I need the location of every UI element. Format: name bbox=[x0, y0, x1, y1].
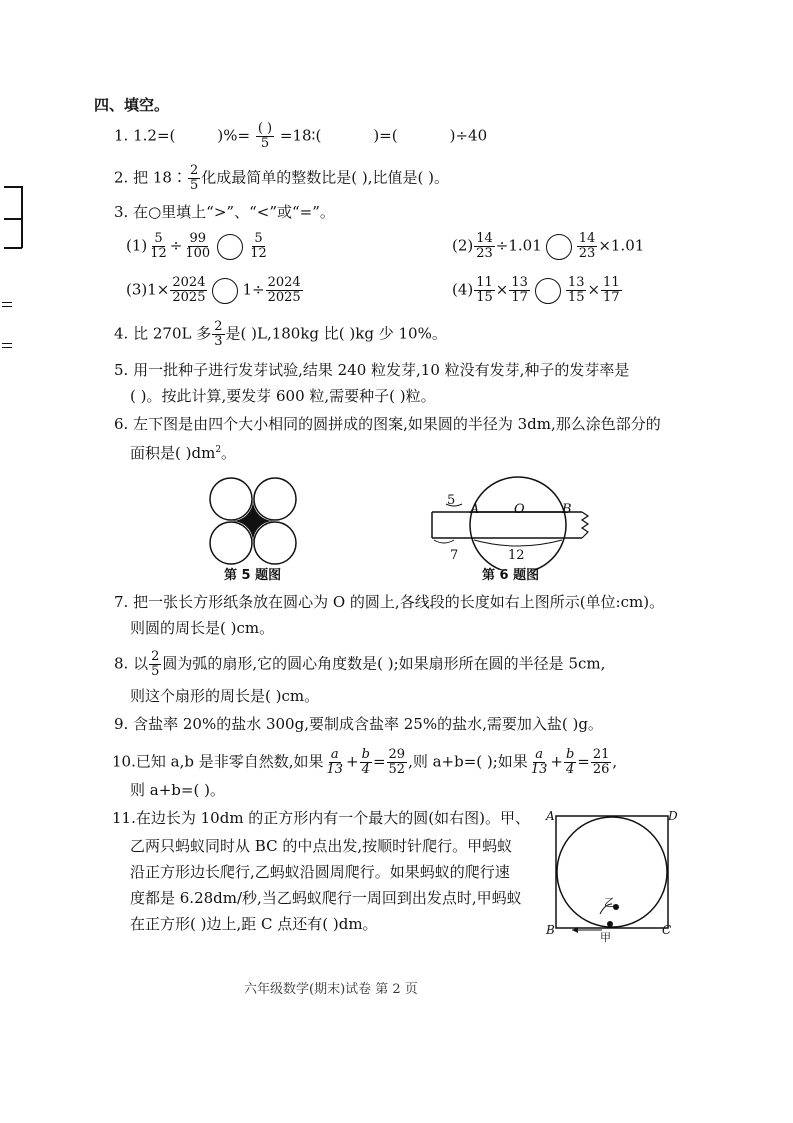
question-number: 1. bbox=[114, 126, 129, 145]
compare-item-3: (3)1× $\frac{2024}{2025}$ 1÷ $\frac{2024}{2025}$ bbox=[126, 275, 301, 305]
question-2: 2. 把 18∶ $\frac{2}{5}$ 化成最简单的整数比是( ),比值是( )。 bbox=[114, 163, 449, 193]
binding-mark bbox=[2, 302, 12, 303]
binding-mark bbox=[21, 186, 23, 248]
binding-mark bbox=[2, 306, 12, 307]
figure-11-label-A: A bbox=[546, 809, 555, 823]
compare-item-2: (2) $\frac{14}{23}$ ÷1.01 $\frac{14}{23}$ ×1.01 bbox=[452, 231, 645, 261]
figure-5-caption: 第 5 题图 bbox=[224, 568, 282, 583]
question-3: 3. 在○里填上“>”、“<”或“=”。 bbox=[114, 203, 335, 221]
page-footer: 六年级数学(期末)试卷 第 2 页 bbox=[244, 982, 418, 997]
figure-11-label-B: B bbox=[546, 923, 555, 937]
figure-11-label-yi: 乙 bbox=[604, 896, 615, 909]
binding-mark bbox=[4, 218, 22, 220]
question-8: 8. 以 $\frac{2}{5}$ 圆为弧的扇形,它的圆心角度数是( );如果扇形所在圆的半径是 5cm, bbox=[114, 649, 606, 679]
compare-item-1: (1) $\frac{5}{12}$ ÷ $\frac{99}{100}$ $\frac{5}{12}$ bbox=[126, 231, 267, 261]
section-title: 四、填空。 bbox=[94, 96, 170, 114]
question-11-line-4: 度都是 6.28dm/秒,当乙蚂蚁爬行一周回到出发点时,甲蚂蚁 bbox=[130, 889, 522, 907]
question-number: 10. bbox=[112, 752, 136, 771]
answer-circle[interactable] bbox=[217, 234, 243, 260]
question-number: 3. bbox=[114, 203, 129, 221]
fraction: $\frac{( )}{5}$ bbox=[257, 121, 273, 151]
question-number: 2. bbox=[114, 168, 129, 187]
question-number: 6. bbox=[114, 415, 129, 433]
figure-6-label-B: B bbox=[562, 502, 572, 517]
figure-6-caption: 第 6 题图 bbox=[482, 568, 540, 583]
answer-circle[interactable] bbox=[546, 234, 572, 260]
question-8-line-2: 则这个扇形的周长是( )cm。 bbox=[130, 687, 320, 705]
figure-11-square-circle bbox=[550, 812, 674, 936]
binding-mark bbox=[2, 343, 12, 344]
question-7: 7. 把一张长方形纸条放在圆心为 O 的圆上,各线段的长度如右上图所示(单位:cm)。 bbox=[114, 593, 665, 611]
question-9: 9. 含盐率 20%的盐水 300g,要制成含盐率 25%的盐水,需要加入盐( )g。 bbox=[114, 715, 603, 733]
answer-circle[interactable] bbox=[212, 278, 238, 304]
question-6-line-2: 面积是( )$dm^2$。 bbox=[130, 444, 237, 462]
question-11-line-2: 乙两只蚂蚁同时从 BC 的中点出发,按顺时针爬行。甲蚂蚁 bbox=[130, 837, 513, 855]
question-11-line-3: 沿正方形边长爬行,乙蚂蚁沿圆周爬行。如果蚂蚁的爬行速 bbox=[130, 863, 510, 881]
figure-11-label-C: C bbox=[662, 923, 672, 937]
question-5: 5. 用一批种子进行发芽试验,结果 240 粒发芽,10 粒没有发芽,种子的发芽率是 bbox=[114, 361, 630, 379]
binding-mark bbox=[4, 247, 22, 249]
answer-circle[interactable] bbox=[535, 278, 561, 304]
binding-mark bbox=[2, 347, 12, 348]
question-number: 7. bbox=[114, 593, 129, 611]
question-11-line-5: 在正方形( )边上,距 C 点还有( )dm。 bbox=[130, 915, 378, 933]
figure-6-label-A: A bbox=[470, 502, 480, 517]
question-6: 6. 左下图是由四个大小相同的圆拼成的图案,如果圆的半径为 3dm,那么涂色部分的 bbox=[114, 415, 661, 433]
question-7-line-2: 则圆的周长是( )cm。 bbox=[130, 619, 275, 637]
question-number: 11. bbox=[112, 809, 136, 827]
question-number: 4. bbox=[114, 324, 129, 343]
compare-item-4: (4) $\frac{11}{15}$ × $\frac{13}{17}$ $\frac{13}{15}$ × $\frac{11}{17}$ bbox=[452, 275, 620, 305]
question-11: 11.在边长为 10dm 的正方形内有一个最大的圆(如右图)。甲、 bbox=[112, 809, 531, 827]
question-10: 10.已知 a,b 是非零自然数,如果 $\frac{a}{13}$ + $\frac{b}{4}$ = $\frac{29}{52}$ ,则 a+b=( );如果 $\frac{a}{13}$ + $\frac{b}{4}$ = $\frac{21}{26}$ , bbox=[112, 747, 618, 777]
binding-mark bbox=[4, 186, 22, 188]
figure-11-label-D: D bbox=[668, 809, 678, 823]
figure-6-label-7: 7 bbox=[450, 548, 459, 563]
figure-11-label-jia: 甲 bbox=[600, 931, 611, 944]
question-5-line-2: ( )。按此计算,要发芽 600 粒,需要种子( )粒。 bbox=[130, 387, 436, 405]
question-number: 9. bbox=[114, 715, 129, 733]
figure-6-label-12: 12 bbox=[508, 548, 525, 563]
question-1: 1. 1.2=( )%= $\frac{( )}{5}$ =18∶( )=( )÷40 bbox=[114, 121, 488, 151]
figure-6-label-O: O bbox=[514, 502, 525, 517]
figure-5-four-circles bbox=[208, 476, 298, 566]
shaded-region bbox=[231, 499, 275, 543]
question-4: 4. 比 270L 多 $\frac{2}{3}$ 是( )L,180kg 比( )kg 少 10%。 bbox=[114, 319, 447, 349]
question-10-line-2: 则 a+b=( )。 bbox=[130, 781, 225, 799]
question-number: 5. bbox=[114, 361, 129, 379]
fraction: $\frac{2}{5}$ bbox=[189, 163, 199, 193]
question-number: 8. bbox=[114, 654, 129, 673]
figure-6-label-5: 5 bbox=[447, 493, 456, 508]
